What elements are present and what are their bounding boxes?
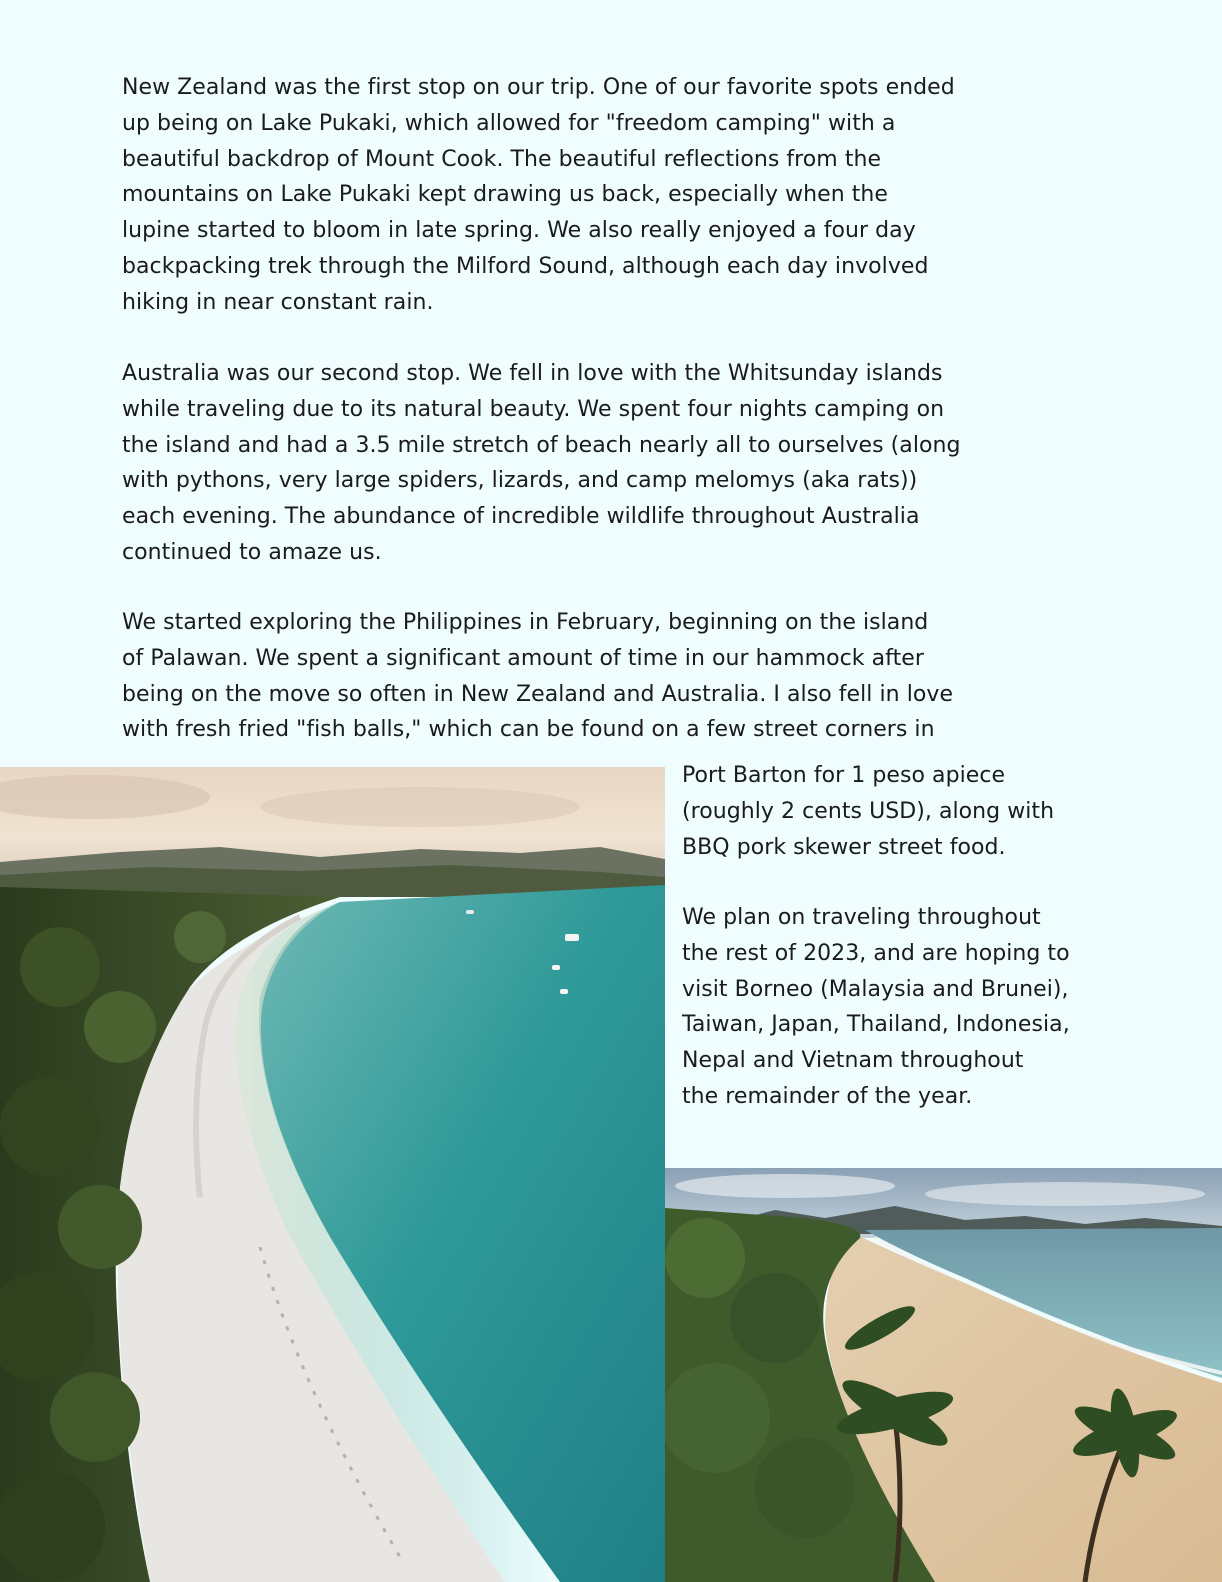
text-line: visit Borneo (Malaysia and Brunei), — [682, 976, 1069, 1002]
text-line: continued to amaze us. — [122, 539, 382, 565]
text-line: hiking in near constant rain. — [122, 289, 434, 315]
text-line: while traveling due to its natural beauty. We spent four nights camping on — [122, 396, 945, 422]
paragraph-philippines — [122, 605, 953, 748]
text-line: up being on Lake Pukaki, which allowed for "freedom camping" with a — [122, 110, 896, 136]
text-line: mountains on Lake Pukaki kept drawing us back, especially when the — [122, 182, 888, 208]
text-line: with pythons, very large spiders, lizards, and camp melomys (aka rats)) — [122, 468, 918, 494]
palawan-beach-illustration — [665, 1168, 1222, 1582]
text-line: Nepal and Vietnam throughout — [682, 1048, 1024, 1074]
text-line: We started exploring the Philippines in February, beginning on the island — [122, 610, 929, 635]
paragraph-australia — [122, 356, 961, 571]
text-line: with fresh fried "fish balls," which can be found on a few street corners in — [122, 717, 935, 743]
paragraph-new-zealand — [122, 70, 955, 321]
whitsunday-beach-illustration — [0, 767, 665, 1582]
text-line: the island and had a 3.5 mile stretch of beach nearly all to ourselves (along — [122, 432, 961, 458]
boat — [565, 934, 579, 941]
text-line: (roughly 2 cents USD), along with — [682, 798, 1055, 824]
text-line: beautiful backdrop of Mount Cook. The beautiful reflections from the — [122, 146, 882, 172]
text-line: Taiwan, Japan, Thailand, Indonesia, — [682, 1012, 1070, 1038]
text-line: We plan on traveling throughout — [682, 905, 1041, 930]
text-line: New Zealand was the first stop on our trip. One of our favorite spots ended — [122, 75, 955, 100]
paragraph-future-plans — [682, 900, 1070, 1115]
text-line: each evening. The abundance of incredible wildlife throughout Australia — [122, 504, 920, 530]
text-line: being on the move so often in New Zealand and Australia. I also fell in love — [122, 681, 954, 707]
text-line: BBQ pork skewer street food. — [682, 834, 1006, 860]
paragraph-philippines-continued — [682, 758, 1054, 865]
text-line: lupine started to bloom in late spring. We also really enjoyed a four day — [122, 218, 916, 244]
text-line: Port Barton for 1 peso apiece — [682, 763, 1006, 788]
palawan-beach-photo — [665, 1168, 1222, 1582]
text-line: of Palawan. We spent a significant amount of time in our hammock after — [122, 645, 924, 671]
whitsunday-beach-photo — [0, 767, 665, 1582]
text-line: Australia was our second stop. We fell in love with the Whitsunday islands — [122, 361, 943, 386]
text-line: the remainder of the year. — [682, 1083, 973, 1109]
text-line: the rest of 2023, and are hoping to — [682, 940, 1070, 966]
text-line: backpacking trek through the Milford Sound, although each day involved — [122, 253, 929, 279]
